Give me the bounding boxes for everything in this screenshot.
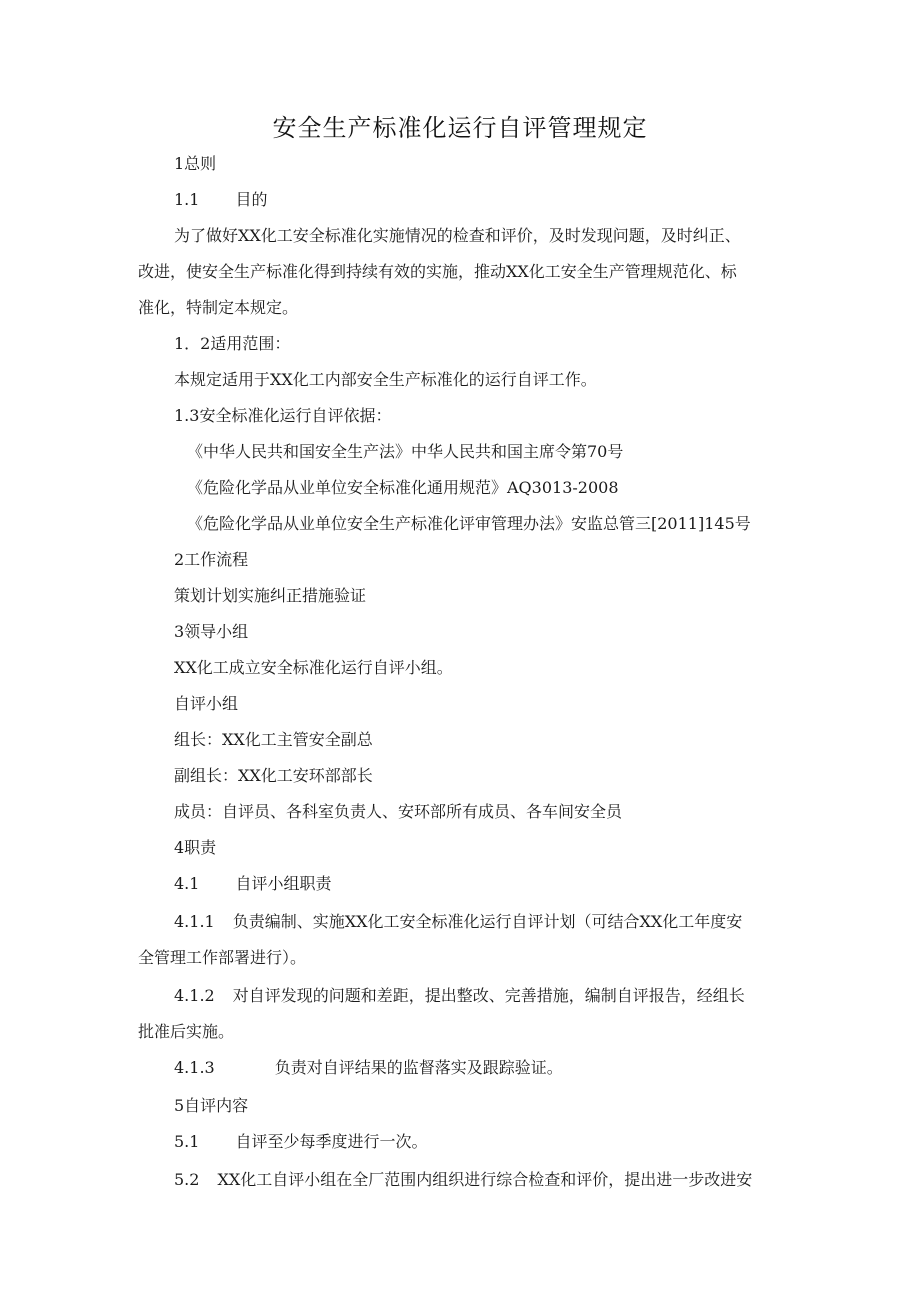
paragraph-line: 本规定适用于XX化工内部安全生产标准化的运行自评工作。: [174, 370, 597, 389]
paragraph-line: 改进，使安全生产标准化得到持续有效的实施，推动XX化工安全生产管理规范化、标: [138, 262, 737, 281]
paragraph-line: [174, 1055, 563, 1081]
paragraph-line: 全管理工作部署进行）。: [138, 948, 307, 967]
clause-number: 4.1.1: [174, 912, 215, 931]
subsection-heading: [174, 871, 331, 897]
reference-item: 《危险化学品从业单位安全标准化通用规范》AQ3013-2008: [187, 478, 619, 497]
clause-number: 4.1.2: [174, 986, 215, 1005]
clause-text: 负责编制、实施XX化工安全标准化运行自评计划（可结合XX化工年度安: [232, 912, 743, 931]
document-title: 安全生产标准化运行自评管理规定: [272, 114, 648, 142]
clause-number: 4.1.3: [174, 1058, 215, 1077]
section-heading: 4职责: [174, 838, 217, 857]
section-heading: 1总则: [174, 154, 217, 173]
clause-text: 目的: [235, 190, 268, 209]
subsection-heading: 1.3安全标准化运行自评依据：: [174, 406, 392, 425]
clause-text: 负责对自评结果的监督落实及跟踪验证。: [274, 1058, 563, 1077]
paragraph-line: 组长：XX化工主管安全副总: [174, 730, 373, 749]
paragraph-line: XX化工成立安全标准化运行自评小组。: [174, 658, 453, 677]
reference-item: 《中华人民共和国安全生产法》中华人民共和国主席令第70号: [187, 442, 624, 461]
paragraph-line: 成员：自评员、各科室负责人、安环部所有成员、各车间安全员: [174, 802, 623, 821]
subsection-heading: 1．2适用范围：: [174, 334, 291, 353]
clause-text: 自评小组职责: [235, 874, 332, 893]
clause-number: 4.1: [174, 874, 200, 893]
paragraph-line: 批准后实施。: [138, 1022, 235, 1041]
paragraph-line: [174, 1167, 752, 1193]
paragraph-line: [174, 909, 742, 935]
subsection-heading: [174, 187, 267, 213]
clause-text: XX化工自评小组在全厂范围内组织进行综合检查和评价，提出进一步改进安: [217, 1170, 753, 1189]
clause-number: 5.2: [174, 1170, 200, 1189]
paragraph-line: [174, 1129, 427, 1155]
clause-text: 对自评发现的问题和差距，提出整改、完善措施，编制自评报告，经组长: [232, 986, 745, 1005]
clause-number: 1.1: [174, 190, 200, 209]
paragraph-line: 准化，特制定本规定。: [138, 298, 299, 317]
clause-number: 5.1: [174, 1132, 200, 1151]
section-heading: 5自评内容: [174, 1096, 249, 1115]
paragraph-line: 为了做好XX化工安全标准化实施情况的检查和评价，及时发现问题，及时纠正、: [174, 226, 741, 245]
reference-item: 《危险化学品从业单位安全生产标准化评审管理办法》安监总管三[2011]145号: [187, 514, 751, 533]
section-heading: 3领导小组: [174, 622, 249, 641]
paragraph-line: 副组长：XX化工安环部部长: [174, 766, 373, 785]
paragraph-line: [174, 983, 745, 1009]
section-heading: 2工作流程: [174, 550, 249, 569]
clause-text: 自评至少每季度进行一次。: [235, 1132, 428, 1151]
paragraph-line: 策划计划实施纠正措施验证: [174, 586, 367, 605]
paragraph-line: 自评小组: [174, 694, 239, 713]
